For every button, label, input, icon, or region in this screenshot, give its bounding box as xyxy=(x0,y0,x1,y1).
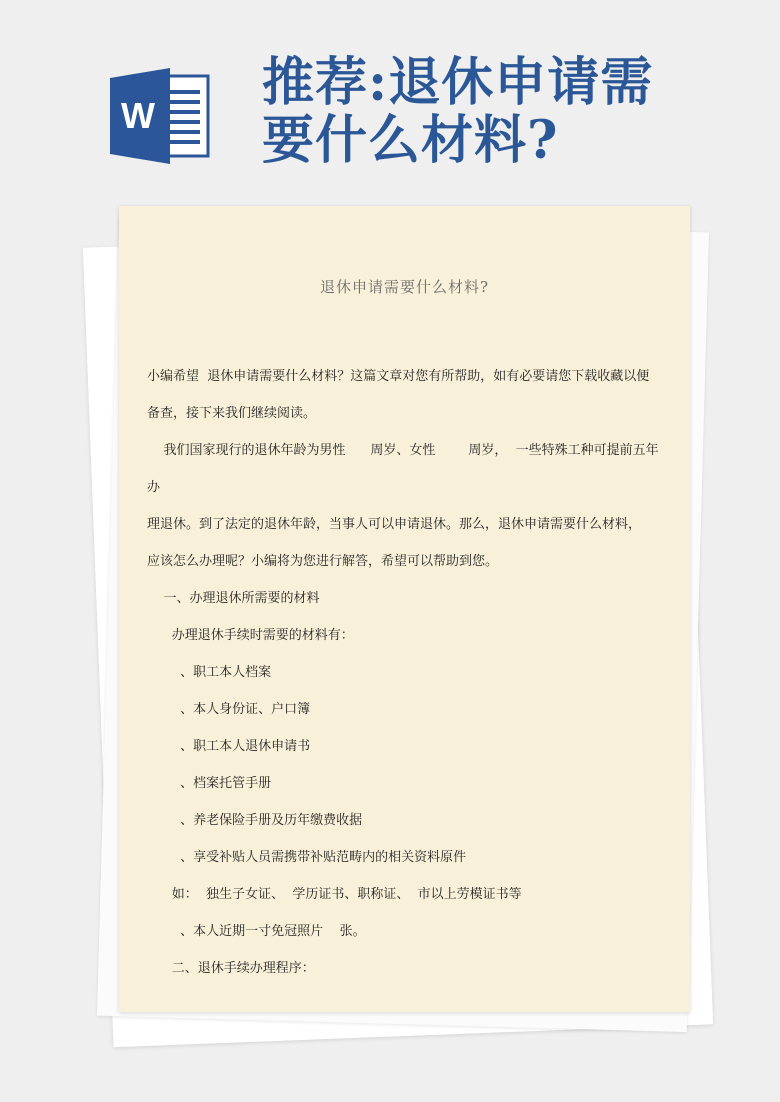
list-item: 、享受补贴人员需携带补贴范畴内的相关资料原件 xyxy=(147,850,467,865)
list-item: 、职工本人档案 xyxy=(147,665,272,680)
paragraph: 理退休。到了法定的退休年龄，当事人可以申请退休。那么，退休申请需要什么材料， xyxy=(147,517,642,532)
banner-title xyxy=(262,54,762,170)
word-document-icon xyxy=(110,66,210,166)
list-item: 、职工本人退休申请书 xyxy=(147,739,311,754)
banner-title-line-2: 要什么材料? xyxy=(262,110,559,171)
paragraph: 备查，接下来我们继续阅读。 xyxy=(147,406,317,421)
document-page xyxy=(119,206,690,1012)
paragraph: 如： 独生子女证、 学历证书、职称证、 市以上劳模证书等 xyxy=(147,887,522,902)
word-logo-letter: W xyxy=(121,95,155,136)
document-body xyxy=(147,358,667,987)
paragraph: 我们国家现行的退休年龄为男性 周岁、女性 周岁， 一些特殊工种可提前五年办 xyxy=(147,443,659,495)
section-heading: 一、办理退休所需要的材料 xyxy=(147,591,320,606)
banner xyxy=(0,0,780,200)
list-item: 、本人近期一寸免冠照片 张。 xyxy=(147,924,366,939)
paragraph: 应该怎么办理呢？小编将为您进行解答，希望可以帮助到您。 xyxy=(147,554,499,569)
paragraph: 办理退休手续时需要的材料有： xyxy=(147,628,354,643)
list-item: 、本人身份证、户口簿 xyxy=(147,702,311,717)
paragraph: 小编希望 退休申请需要什么材料？这篇文章对您有所帮助，如有必要请您下载收藏以便 xyxy=(147,369,650,384)
section-heading: 二、退休手续办理程序： xyxy=(147,961,315,976)
document-title: 退休申请需要什么材料? xyxy=(319,278,490,296)
list-item: 、养老保险手册及历年缴费收据 xyxy=(147,813,363,828)
banner-title-line-1: 推荐:退休申请需 xyxy=(262,52,654,113)
list-item: 、档案托管手册 xyxy=(147,776,272,791)
